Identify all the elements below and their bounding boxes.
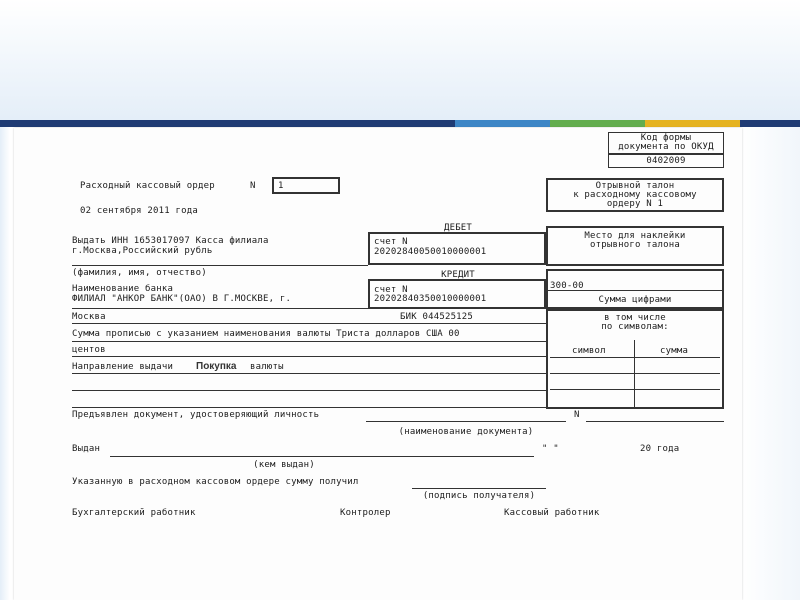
coupon-line2: к расходному кассовому bbox=[573, 190, 697, 200]
symbol-column-header: символ bbox=[572, 346, 606, 356]
credit-account-label: счет N bbox=[374, 285, 408, 295]
id-doc-number-line bbox=[586, 421, 724, 422]
issued-line bbox=[110, 456, 534, 457]
paste-place-line1: Место для наклейки bbox=[584, 231, 686, 241]
issued-year: 20 года bbox=[640, 444, 680, 454]
okud-caption-line1: Код формы bbox=[640, 133, 692, 143]
coupon-line1: Отрывной талон bbox=[595, 181, 675, 191]
bik: БИК 044525125 bbox=[400, 312, 474, 322]
order-number: 1 bbox=[278, 181, 284, 191]
purpose-underline1 bbox=[72, 373, 546, 374]
id-doc-number-sign: N bbox=[574, 410, 580, 420]
accent-band-blue bbox=[455, 120, 550, 127]
purpose-suffix: валюты bbox=[250, 362, 284, 372]
purpose-underline3 bbox=[72, 407, 546, 408]
amount-words-underline2 bbox=[72, 356, 546, 357]
right-side-strip bbox=[740, 127, 800, 600]
order-title: Расходный кассовый ордер bbox=[80, 181, 215, 191]
fio-caption: (фамилия, имя, отчество) bbox=[72, 268, 207, 278]
accountant-label: Бухгалтерский работник bbox=[72, 508, 196, 518]
debit-label: ДЕБЕТ bbox=[443, 223, 473, 233]
slide-header bbox=[0, 0, 800, 120]
symbols-row-line2 bbox=[550, 373, 720, 374]
amount-words-line1: Сумма прописью с указанием наименования валюты Триста долларов США 00 bbox=[72, 329, 460, 339]
sum-column-header: сумма bbox=[660, 346, 689, 356]
bank-line bbox=[72, 308, 368, 309]
city: Москва bbox=[72, 312, 106, 322]
symbols-row-line3 bbox=[550, 389, 720, 390]
symbols-row-line1 bbox=[550, 357, 720, 358]
id-doc-label: Предъявлен документ, удостоверяющий личность bbox=[72, 410, 320, 420]
amount-digits-line bbox=[548, 290, 722, 291]
bank-name: ФИЛИАЛ "АНКОР БАНК"(ОАО) В Г.МОСКВЕ, г. bbox=[72, 294, 292, 304]
coupon-line3: ордеру N 1 bbox=[606, 199, 664, 209]
left-side-strip bbox=[0, 127, 10, 600]
recipient-signature-line bbox=[412, 488, 546, 489]
paste-place-line2: отрывного талона bbox=[590, 240, 680, 250]
bank-name-label: Наименование банка bbox=[72, 284, 174, 294]
symbols-line1: в том числе bbox=[604, 313, 666, 323]
accent-band-green bbox=[550, 120, 645, 127]
cashier-label: Кассовый работник bbox=[504, 508, 600, 518]
accent-band-dark-right bbox=[740, 120, 800, 127]
issued-label: Выдан bbox=[72, 444, 101, 454]
received-label: Указанную в расходном кассовом ордере сумму получил bbox=[72, 477, 359, 487]
purpose-value: Покупка bbox=[196, 361, 237, 372]
amount-words-line2: центов bbox=[72, 345, 106, 355]
id-doc-line bbox=[366, 421, 566, 422]
fio-line bbox=[72, 265, 368, 266]
city-line bbox=[72, 323, 546, 324]
issue-line2: г.Москва,Российский рубль bbox=[72, 246, 213, 256]
credit-label: КРЕДИТ bbox=[441, 270, 475, 280]
purpose-underline2 bbox=[72, 390, 546, 391]
symbols-line2: по символам: bbox=[601, 322, 669, 332]
controller-label: Контролер bbox=[340, 508, 391, 518]
purpose-label: Направление выдачи bbox=[72, 362, 174, 372]
accent-band-dark bbox=[0, 120, 455, 127]
order-date: 02 сентября 2011 года bbox=[80, 206, 198, 216]
accent-band-yellow bbox=[645, 120, 740, 127]
amount-digits: 300-00 bbox=[550, 281, 584, 291]
debit-account-number: 20202840050010000001 bbox=[374, 247, 487, 257]
okud-code: 0402009 bbox=[646, 156, 686, 166]
cash-order-document bbox=[14, 128, 742, 600]
okud-caption-line2: документа по ОКУД bbox=[618, 142, 714, 152]
order-number-sign: N bbox=[250, 181, 256, 191]
issue-line1: Выдать ИНН 1653017097 Касса филиала bbox=[72, 236, 269, 246]
amount-words-underline1 bbox=[72, 341, 546, 342]
debit-account-label: счет N bbox=[374, 237, 408, 247]
amount-digits-caption: Сумма цифрами bbox=[598, 295, 672, 305]
recipient-signature-caption: (подпись получателя) bbox=[422, 491, 536, 501]
id-doc-caption: (наименование документа) bbox=[398, 427, 534, 437]
issued-by-caption: (кем выдан) bbox=[253, 460, 315, 470]
issued-date-quotes: " " bbox=[542, 444, 559, 454]
credit-account-number: 20202840350010000001 bbox=[374, 294, 487, 304]
